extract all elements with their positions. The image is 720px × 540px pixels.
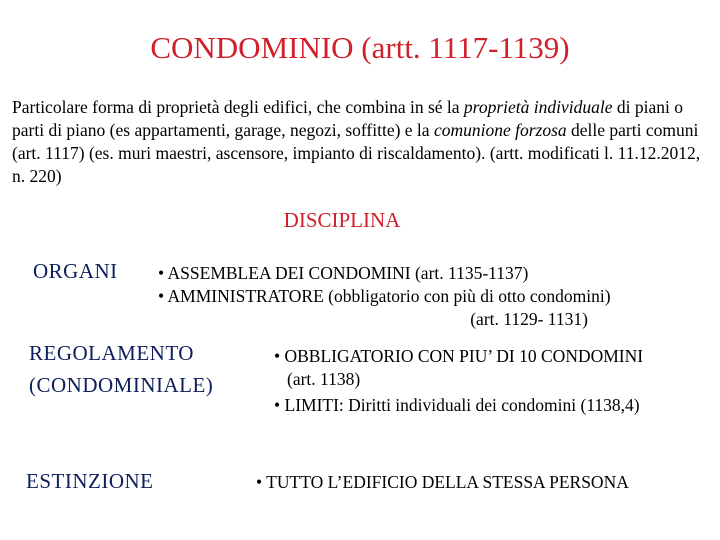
section-heading: DISCIPLINA bbox=[283, 208, 401, 232]
intro-text-3: delle parti comuni (art. 1117) (es. muri maestri, ascensore, impianto di riscaldamento). (artt. modificati l. 11.12.2012, n. 220) bbox=[12, 120, 701, 186]
intro-emphasis-1: proprietà individuale bbox=[463, 97, 613, 117]
estinzione-bullet-edificio: • TUTTO L’EDIFICIO DELLA STESSA PERSONA bbox=[256, 472, 629, 492]
regolamento-bullet-limiti: • LIMITI: Diritti individuali dei condomini (1138,4) bbox=[274, 395, 640, 415]
regolamento-label-line2: (CONDOMINIALE) bbox=[29, 373, 214, 397]
regolamento-bullets bbox=[274, 345, 643, 417]
intro-emphasis-2: comunione forzosa bbox=[433, 120, 567, 140]
estinzione-label: ESTINZIONE bbox=[26, 469, 154, 493]
regolamento-label-line1: REGOLAMENTO bbox=[29, 341, 194, 365]
regolamento-label bbox=[29, 340, 213, 398]
organi-bullets bbox=[158, 262, 611, 331]
organi-bullet-assemblea: • ASSEMBLEA DEI CONDOMINI (art. 1135-1137) bbox=[158, 263, 529, 283]
organi-bullet-amministratore-ref: (art. 1129- 1131) bbox=[470, 309, 588, 329]
regolamento-bullet-obbligatorio: • OBBLIGATORIO CON PIU’ DI 10 CONDOMINI bbox=[274, 346, 644, 366]
intro-text-1: Particolare forma di proprietà degli edifici, che combina in sé la bbox=[12, 97, 464, 117]
intro-paragraph bbox=[12, 96, 712, 188]
organi-bullet-amministratore: • AMMINISTRATORE (obbligatorio con più di otto condomini) bbox=[158, 286, 611, 306]
regolamento-bullet-obbligatorio-ref: (art. 1138) bbox=[287, 369, 361, 389]
intro-text-2: di piani o parti di piano (es appartamenti, garage, negozi, soffitte) e la bbox=[12, 97, 683, 140]
estinzione-bullets bbox=[256, 471, 629, 494]
page-title: CONDOMINIO (artt. 1117-1139) bbox=[150, 30, 570, 65]
organi-label: ORGANI bbox=[33, 259, 118, 283]
